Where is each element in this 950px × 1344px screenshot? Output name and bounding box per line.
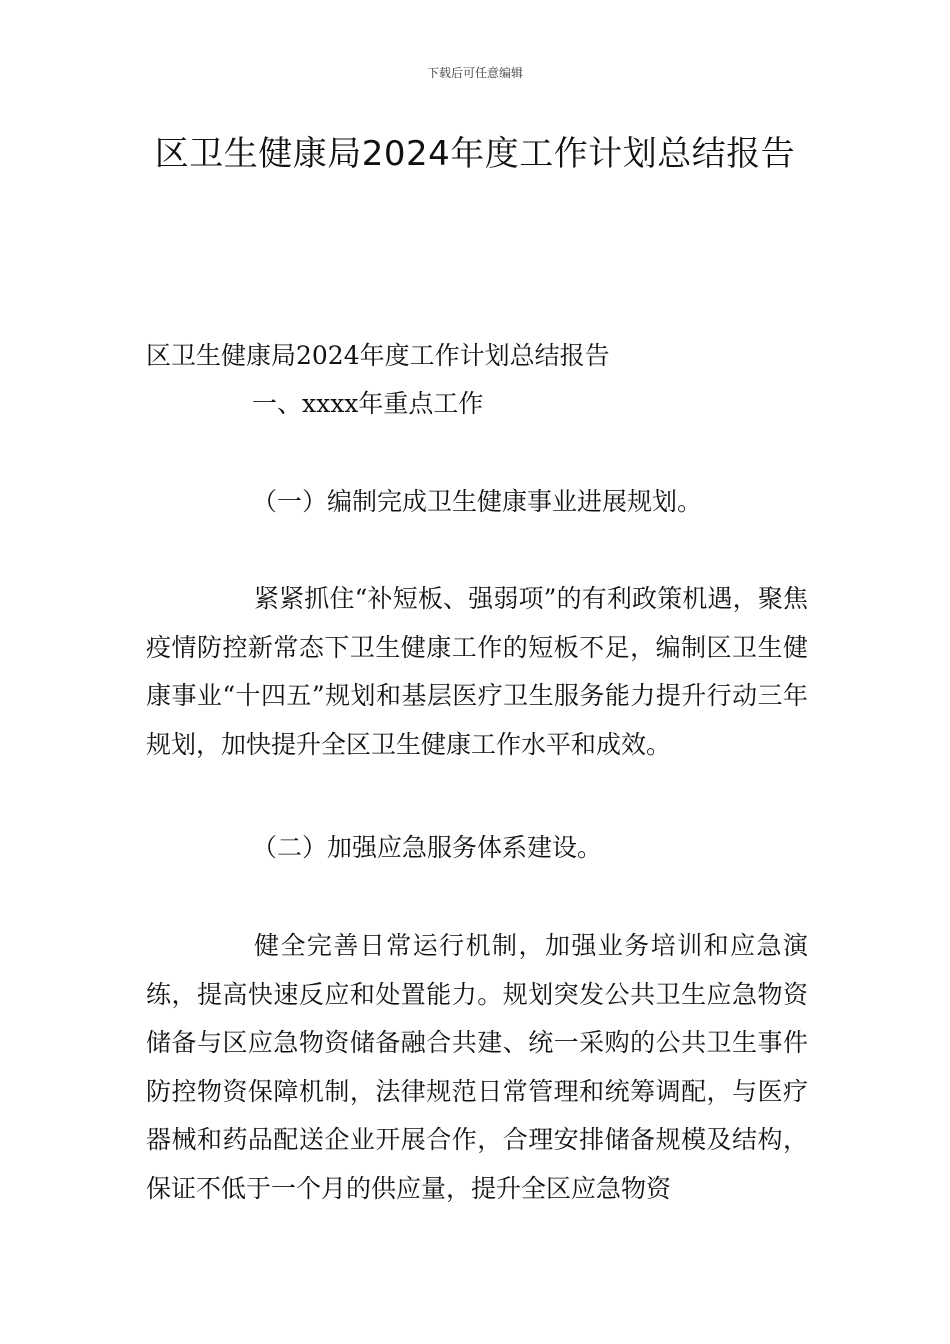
header-note: 下载后可任意编辑 [426,66,523,80]
document-title: 区卫生健康局2024年度工作计划总结报告 [154,134,796,174]
paragraph-2: 健全完善日常运行机制，加强业务培训和应急演练，提高快速反应和处置能力。规划突发公共卫生应急物资储备与区应急物资储备融合共建、统一采购的公共卫生事件防控物资保障机制，法律规范日常管理和统筹调配，与医疗器械和药品配送企业开展合作，合理安排储备规模及结构，保证不低于一个月的供应量，提升全区应急物资 [146,931,808,1203]
body-subtitle: 区卫生健康局2024年度工作计划总结报告 [146,341,610,370]
subsection-heading-2: （二）加强应急服务体系建设。 [252,833,603,862]
section-heading-1: 一、xxxx年重点工作 [252,389,484,418]
subsection-heading-1: （一）编制完成卫生健康事业进展规划。 [252,487,703,516]
paragraph-1: 紧紧抓住“补短板、强弱项”的有利政策机遇，聚焦疫情防控新常态下卫生健康工作的短板不足，编制区卫生健康事业“十四五”规划和基层医疗卫生服务能力提升行动三年规划，加快提升全区卫生健康工作水平和成效。 [146,584,808,759]
